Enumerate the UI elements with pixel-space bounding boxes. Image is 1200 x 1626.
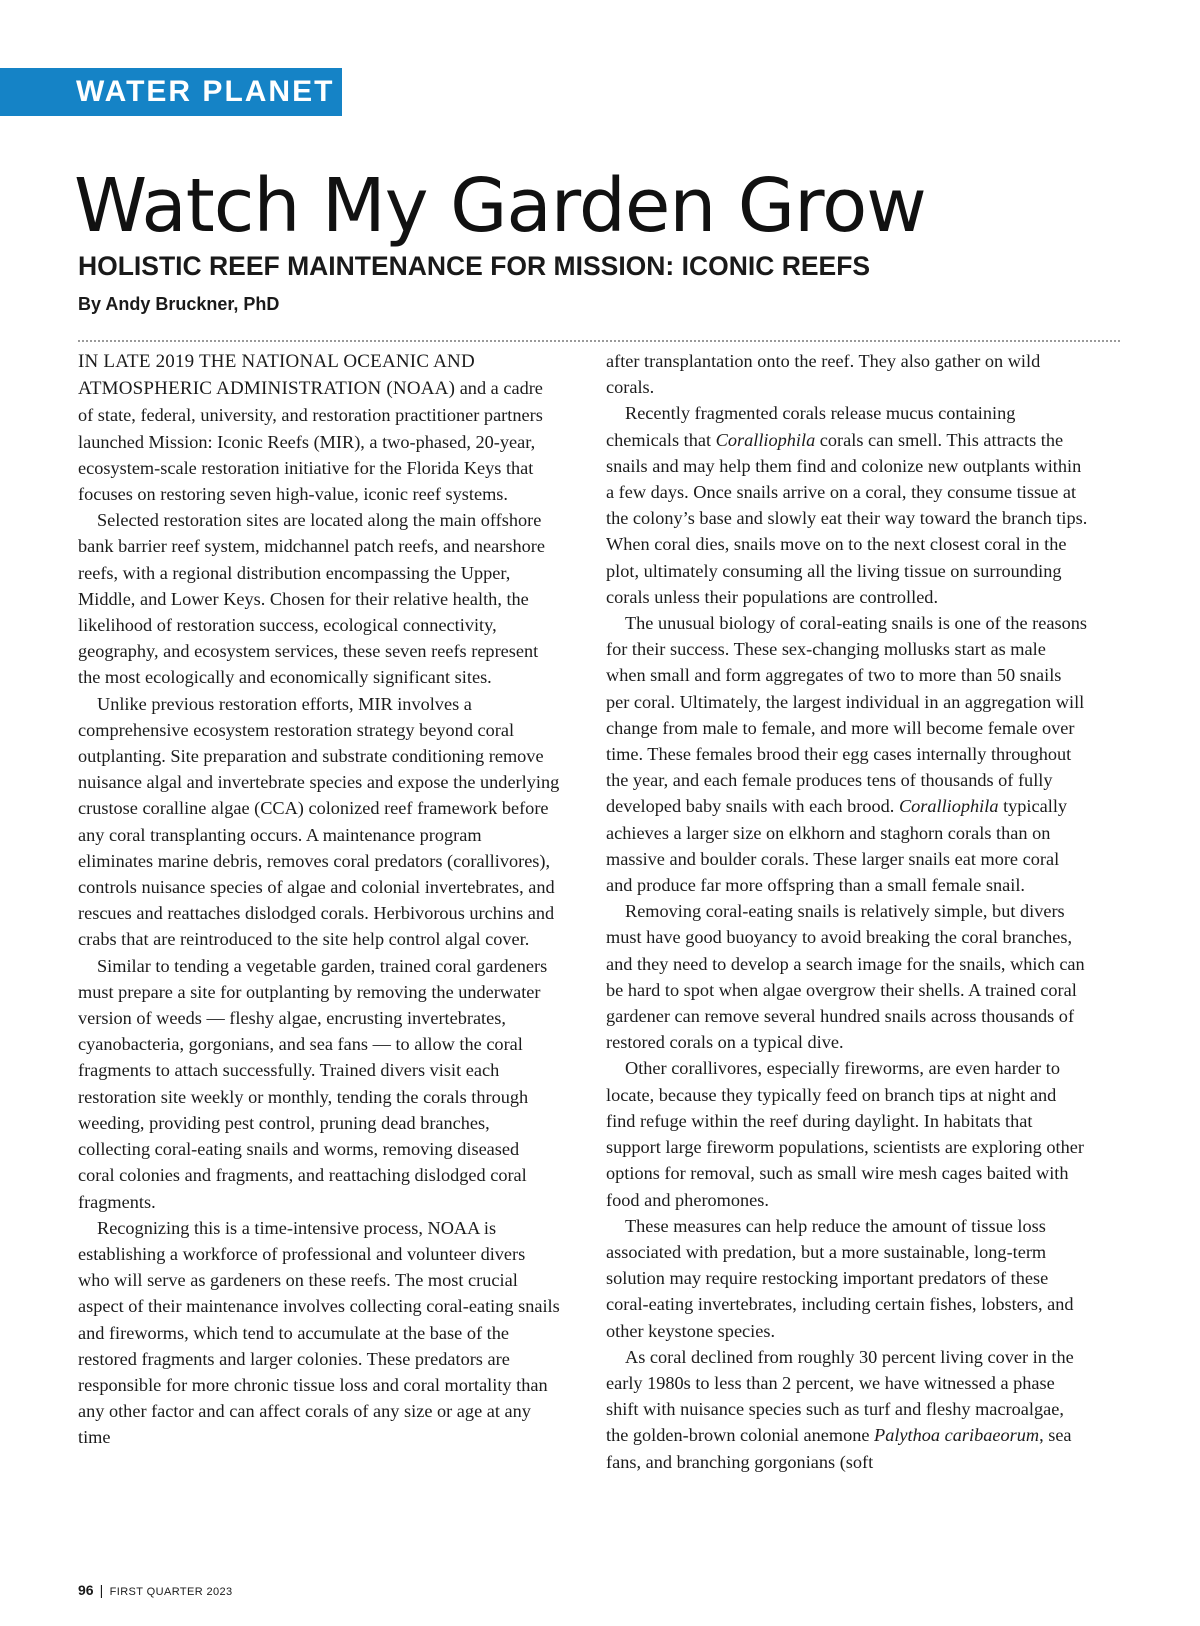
section-label: WATER PLANET: [76, 75, 335, 108]
paragraph: [606, 400, 1088, 610]
paragraph: Similar to tending a vegetable garden, trained coral gardeners must prepare a site for outplanting by removing the underwater version of weeds — fleshy algae, encrusting invertebrates, cyanobacteria, gorgonians, and sea fans — to allow the coral fragments to attach successfully. Trained divers visit each restoration site weekly or monthly, tending the corals through weeding, providing pest control, pruning dead branches, collecting coral-eating snails and worms, removing diseased coral colonies and fragments, and reattaching dislodged coral fragments.: [78, 955, 548, 1212]
text-run: As coral declined from roughly 30 percent living cover in the early 1980s to less than 2 percent, we have witnessed a phase shift with nuisance species such as turf and fleshy macroalgae, the golden-brown colonial anemone: [606, 1346, 1074, 1446]
paragraph: [606, 1344, 1088, 1475]
paragraph: Selected restoration sites are located along the main offshore bank barrier reef system, midchannel patch reefs, and nearshore reefs, with a regional distribution encompassing the Upper, Middle, and Lower Keys. Chosen for their relative health, the likelihood of restoration success, ecological connectivity, geography, and ecosystem services, these seven reefs represent the most ecologically and economically significant sites.: [78, 510, 545, 688]
species-name: Coralliophila: [898, 796, 999, 817]
dotted-divider: [78, 340, 1120, 342]
page-title: Watch My Garden Grow: [74, 163, 926, 249]
paragraph: Recognizing this is a time-intensive process, NOAA is establishing a workforce of professional and volunteer divers who will serve as gardeners on these reefs. The most crucial aspect of their maintenance involves collecting coral-eating snails and fireworms, which tend to accumulate at the base of the restored fragments and larger colonies. These predators are responsible for more chronic tissue loss and coral mortality than any other factor and can affect corals of any size or age at any time: [78, 1217, 560, 1448]
issue-label: FIRST QUARTER 2023: [109, 1586, 233, 1598]
paragraph: [78, 348, 560, 507]
article-column-left: [78, 348, 560, 1451]
article-column-right: [606, 348, 1088, 1475]
paragraph: Removing coral-eating snails is relatively simple, but divers must have good buoyancy to avoid breaking the coral branches, and they need to develop a search image for the snails, which can be hard to spot when algae overgrow their shells. A trained coral gardener can remove several hundred snails across thousands of restored corals on a typical dive.: [606, 901, 1085, 1053]
paragraph: Other corallivores, especially fireworms, are even harder to locate, because they typically feed on branch tips at night and find refuge within the reef during daylight. In habitats that support large fireworm populations, scientists are exploring other options for removal, such as small wire mesh cages baited with food and pheromones.: [606, 1058, 1084, 1210]
text-run: typically achieves a larger size on elkhorn and staghorn corals than on massive and boulder corals. These larger snails eat more coral and produce far more offspring than a small female snail.: [606, 796, 1068, 896]
species-name: Coralliophila: [715, 429, 816, 450]
text-run: Recently fragmented corals release mucus containing chemicals that: [606, 403, 1016, 450]
paragraph: after transplantation onto the reef. They also gather on wild corals.: [606, 351, 1041, 398]
footer-separator: |: [99, 1582, 104, 1598]
lead-in-caps: IN LATE 2019 THE NATIONAL OCEANIC AND ATMOSPHERIC ADMINISTRATION (NOAA): [78, 351, 475, 400]
paragraph: These measures can help reduce the amount of tissue loss associated with predation, but a more sustainable, long-term solution may require restocking important predators of these coral-eating invertebrates, including certain fishes, lobsters, and other keystone species.: [606, 1215, 1074, 1341]
subtitle: HOLISTIC REEF MAINTENANCE FOR MISSION: ICONIC REEFS: [78, 251, 871, 281]
lead-in-text: and a cadre of state, federal, university, and restoration practitioner partners launched Mission: Iconic Reefs (MIR), a two-phased, 20-year, ecosystem-scale restoration initiative for the Florida Keys that focuses on restoring seven high-value, iconic reef systems.: [78, 378, 543, 505]
byline: By Andy Bruckner, PhD: [78, 294, 280, 314]
text-run: corals can smell. This attracts the snails and may help them find and colonize new outplants within a few days. Once snails arrive on a coral, they consume tissue at the colony’s base and slowly eat their way toward the branch tips. When coral dies, snails move on to the next closest coral in the plot, ultimately consuming all the living tissue on surrounding corals unless their populations are controlled.: [606, 429, 1088, 607]
paragraph: Unlike previous restoration efforts, MIR involves a comprehensive ecosystem restoration strategy beyond coral outplanting. Site preparation and substrate conditioning remove nuisance algal and invertebrate species and expose the underlying crustose coralline algae (CCA) colonized reef framework before any coral transplanting occurs. A maintenance program eliminates marine debris, removes coral predators (corallivores), controls nuisance species of algae and colonial invertebrates, and rescues and reattaches dislodged corals. Herbivorous urchins and crabs that are reintroduced to the site help control algal cover.: [78, 693, 560, 950]
text-run: The unusual biology of coral-eating snails is one of the reasons for their success. These sex-changing mollusks start as male when small and form aggregates of two to more than 50 snails per coral. Ultimately, the largest individual in an aggregation will change from male to female, and more will become female over time. These females brood their egg cases internally throughout the year, and each female produces tens of thousands of fully developed baby snails with each brood.: [606, 613, 1087, 817]
page-footer: [78, 1582, 233, 1598]
section-banner: [0, 68, 342, 116]
species-name: Palythoa caribaeorum: [874, 1425, 1040, 1446]
text-run: , sea fans, and branching gorgonians (soft: [606, 1425, 1072, 1472]
paragraph: [606, 610, 1088, 898]
page-number: 96: [78, 1582, 94, 1598]
